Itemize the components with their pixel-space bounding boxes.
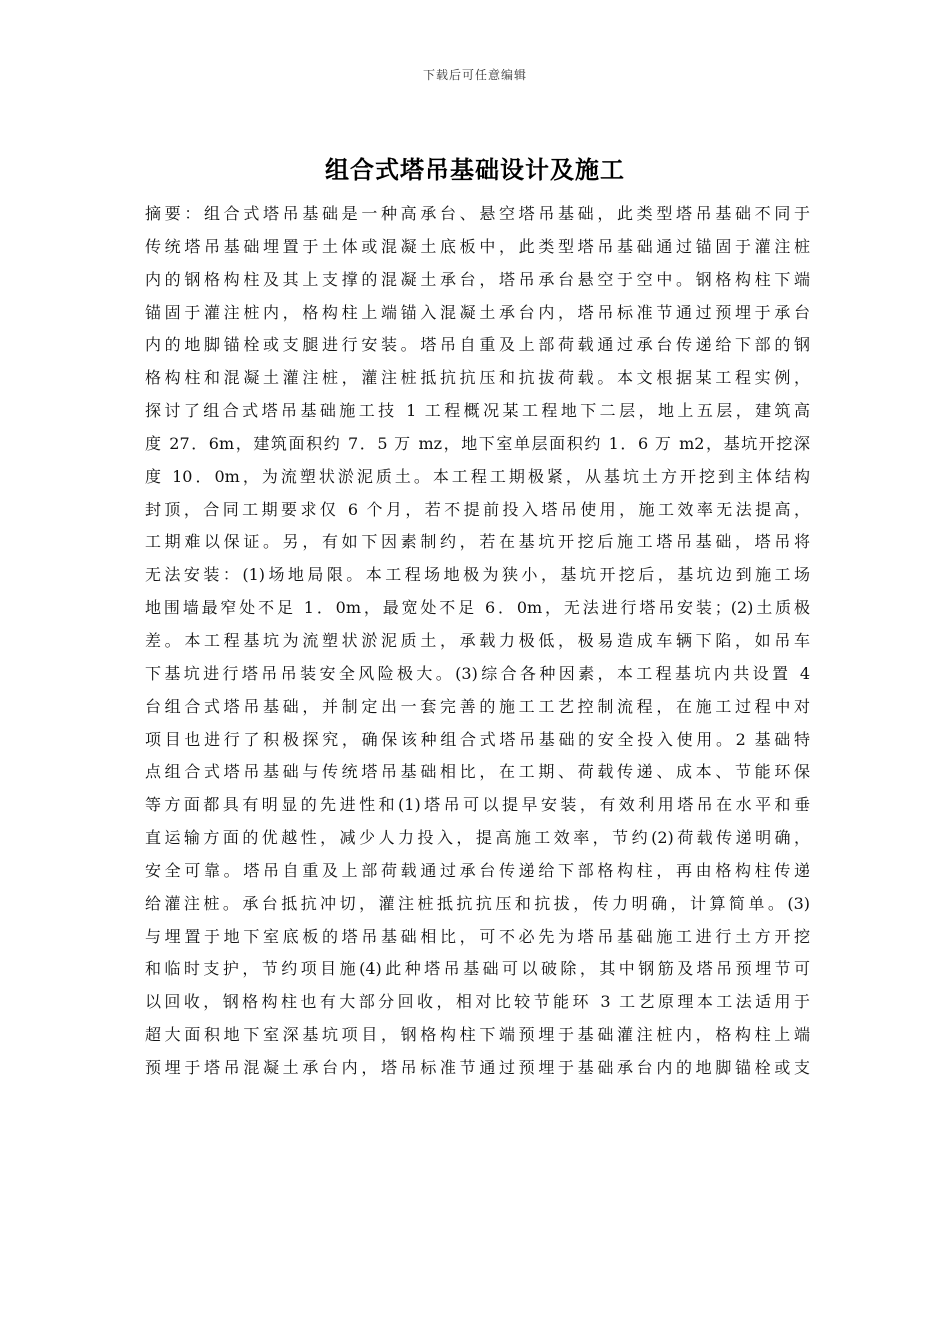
text-line: 差。本工程基坑为流塑状淤泥质土，承载力极低，极易造成车辆下陷，如吊车 <box>145 630 810 650</box>
text-line: 点组合式塔吊基础与传统塔吊基础相比，在工期、荷载传递、成本、节能环保 <box>145 762 810 782</box>
header-note: 下载后可任意编辑 <box>422 68 527 82</box>
text-line: 锚固于灌注桩内，格构柱上端锚入混凝土承台内，塔吊标准节通过预埋于承台 <box>145 302 810 322</box>
text-line: 超大面积地下室深基坑项目，钢格构柱下端预埋于基础灌注桩内，格构柱上端 <box>145 1025 810 1045</box>
text-line: 内的地脚锚栓或支腿进行安装。塔吊自重及上部荷载通过承台传递给下部的钢 <box>145 335 810 355</box>
text-line: 地围墙最窄处不足 1．0m，最宽处不足 6．0m，无法进行塔吊安装；(2)土质极 <box>145 598 810 618</box>
text-line: 安全可靠。塔吊自重及上部荷载通过承台传递给下部格构柱，再由格构柱传递 <box>145 860 810 880</box>
text-line: 传统塔吊基础埋置于土体或混凝土底板中，此类型塔吊基础通过锚固于灌注桩 <box>145 236 810 256</box>
text-line: 度 10．0m，为流塑状淤泥质土。本工程工期极紧，从基坑土方开挖到主体结构 <box>145 466 810 486</box>
text-line: 直运输方面的优越性，减少人力投入，提高施工效率，节约(2)荷载传递明确， <box>145 828 810 848</box>
text-line: 下基坑进行塔吊吊装安全风险极大。(3)综合各种因素，本工程基坑内共设置 4 <box>145 663 810 683</box>
text-line: 和临时支护，节约项目施(4)此种塔吊基础可以破除，其中钢筋及塔吊预埋节可 <box>145 959 810 979</box>
text-line: 台组合式塔吊基础，并制定出一套完善的施工工艺控制流程，在施工过程中对 <box>145 696 810 716</box>
text-line: 给灌注桩。承台抵抗冲切，灌注桩抵抗抗压和抗拔，传力明确，计算简单。(3) <box>145 893 810 913</box>
text-line: 以回收，钢格构柱也有大部分回收，相对比较节能环 3 工艺原理本工法适用于 <box>145 992 810 1012</box>
text-line: 度 27．6m，建筑面积约 7．5 万 mz，地下室单层面积约 1．6 万 m2，基坑开挖深 <box>145 433 810 453</box>
text-line: 内的钢格构柱及其上支撑的混凝土承台，塔吊承台悬空于空中。钢格构柱下端 <box>145 269 810 289</box>
body-text <box>145 198 810 1085</box>
text-line: 摘要：组合式塔吊基础是一种高承台、悬空塔吊基础，此类型塔吊基础不同于 <box>145 204 810 223</box>
text-line: 预埋于塔吊混凝土承台内，塔吊标准节通过预埋于基础承台内的地脚锚栓或支 <box>145 1057 810 1077</box>
text-line: 等方面都具有明显的先进性和(1)塔吊可以提早安装，有效利用塔吊在水平和垂 <box>145 795 810 815</box>
text-line: 项目也进行了积极探究，确保该种组合式塔吊基础的安全投入使用。2 基础特 <box>145 729 810 749</box>
text-line: 格构柱和混凝土灌注桩，灌注桩抵抗抗压和抗拔荷载。本文根据某工程实例， <box>145 368 810 388</box>
text-line: 工期难以保证。另，有如下因素制约，若在基坑开挖后施工塔吊基础，塔吊将 <box>145 532 810 552</box>
text-line: 封顶，合同工期要求仅 6 个月，若不提前投入塔吊使用，施工效率无法提高， <box>145 499 810 519</box>
text-line: 与埋置于地下室底板的塔吊基础相比，可不必先为塔吊基础施工进行土方开挖 <box>145 926 810 946</box>
document-title: 组合式塔吊基础设计及施工 <box>325 156 625 184</box>
text-line: 探讨了组合式塔吊基础施工技 1 工程概况某工程地下二层，地上五层，建筑高 <box>145 401 810 421</box>
text-line: 无法安装：(1)场地局限。本工程场地极为狭小，基坑开挖后，基坑边到施工场 <box>145 565 810 585</box>
